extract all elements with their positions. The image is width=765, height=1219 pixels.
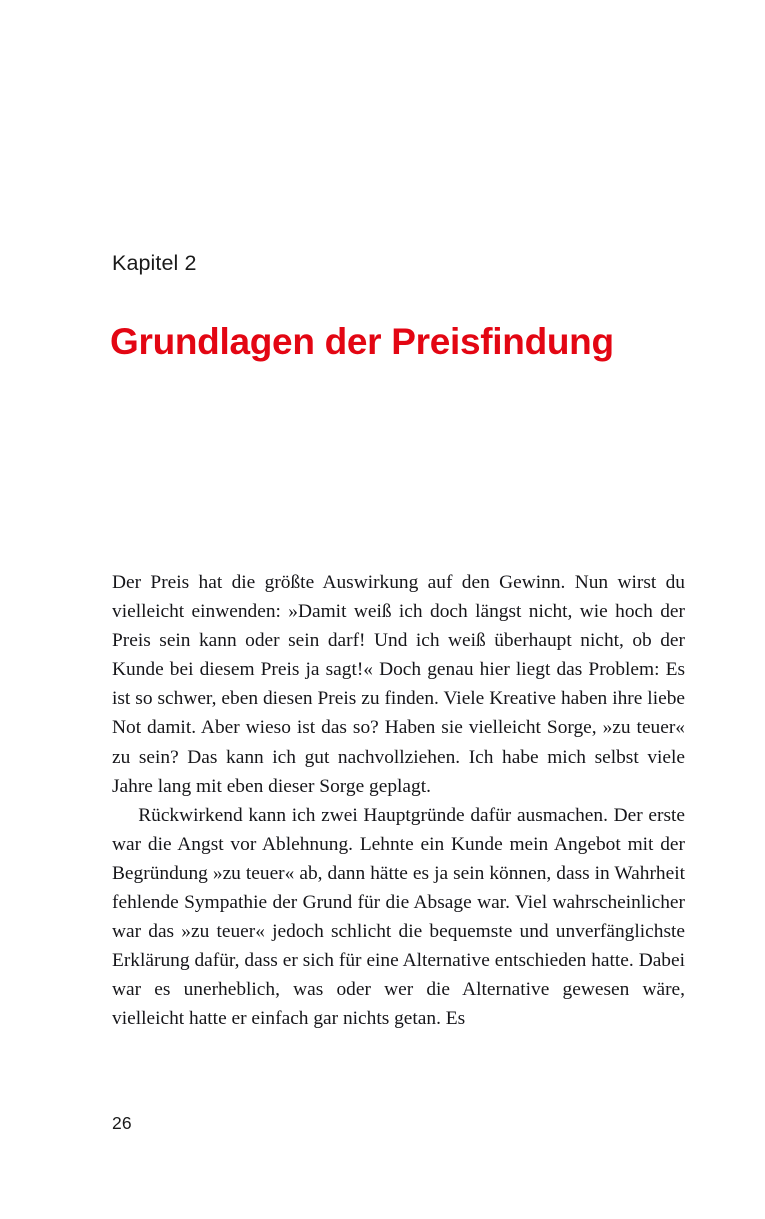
body-text	[112, 568, 685, 1034]
page-number: 26	[112, 1113, 132, 1133]
page-title: Grundlagen der Preisfindung	[110, 320, 614, 362]
paragraph: Rückwirkend kann ich zwei Hauptgründe dafür ausmachen. Der erste war die Angst vor Ablehnung. Lehnte ein Kunde mein Angebot mit der Begründung »zu teuer« ab, dann hätte es ja sein können, dass in Wahrheit fehlende Sympathie der Grund für die Absage war. Viel wahrscheinlicher war das »zu teuer« jedoch schlicht die bequemste und unverfänglichste Erklärung dafür, dass er sich für eine Alternative entschieden hatte. Dabei war es unerheblich, was oder wer die Alternative gewesen wäre, vielleicht hatte er einfach gar nichts getan. Es	[112, 804, 685, 1030]
chapter-label: Kapitel 2	[112, 251, 197, 275]
paragraph: Der Preis hat die größte Auswirkung auf den Gewinn. Nun wirst du vielleicht einwenden: »Damit weiß ich doch längst nicht, wie hoch der Preis sein kann oder sein darf! Und ich weiß überhaupt nicht, ob der Kunde bei diesem Preis ja sagt!« Doch genau hier liegt das Problem: Es ist so schwer, eben diesen Preis zu finden. Viele Kreative haben ihre liebe Not damit. Aber wieso ist das so? Haben sie vielleicht Sorge, »zu teuer« zu sein? Das kann ich gut nachvollziehen. Ich habe mich selbst viele Jahre lang mit eben dieser Sorge geplagt.	[112, 572, 685, 797]
